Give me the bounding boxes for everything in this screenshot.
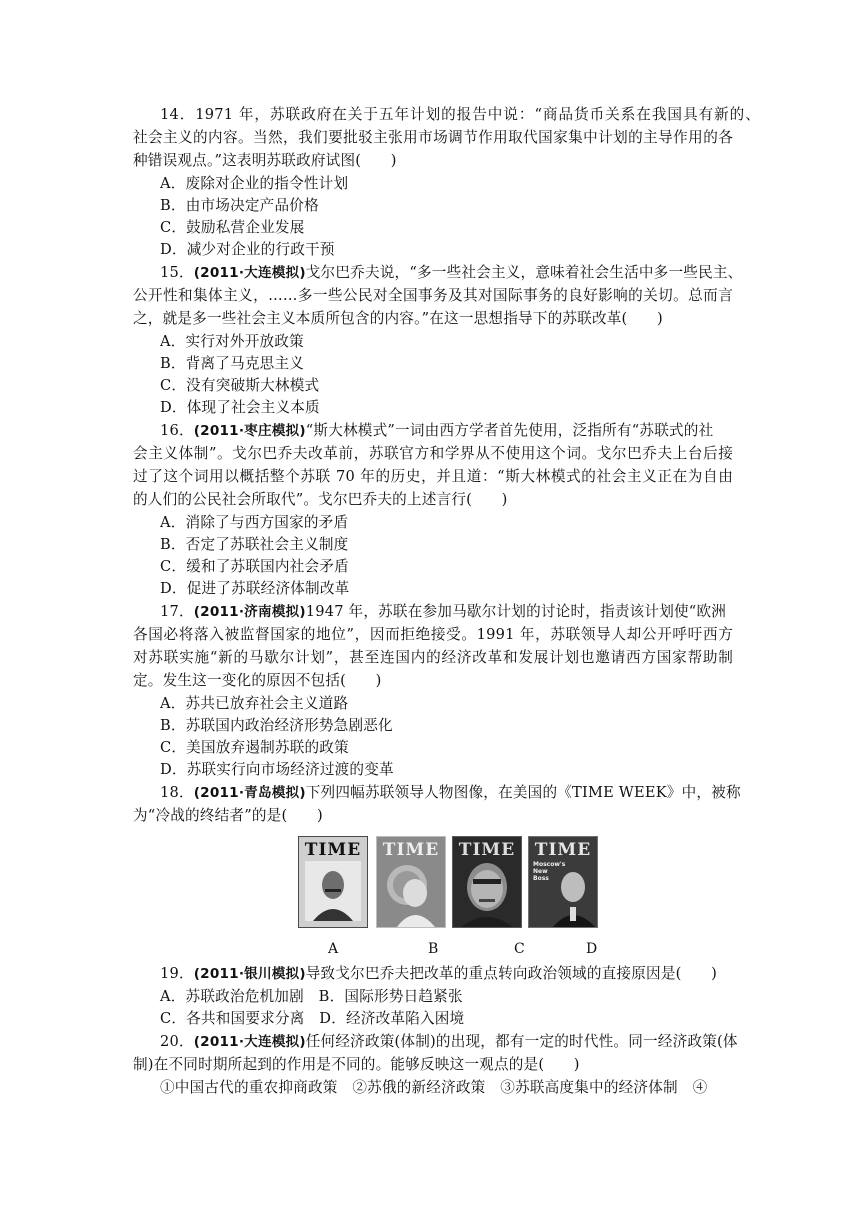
q15-line-2: 公开性和集体主义，……多一些公民对全国事务及其对国际事务的良好影响的关切。总而言 — [133, 287, 733, 304]
cover-masthead: TIME — [458, 840, 516, 860]
q14-option-a: A．废除对企业的指令性计划 — [160, 175, 349, 192]
q20-line-1 — [160, 1031, 760, 1053]
q16-line-4: 的人们的公民社会所取代”。戈尔巴乔夫的上述言行( ) — [133, 491, 508, 508]
question-source: (2011·青岛模拟) — [193, 785, 306, 801]
q18-line-2: 为“冷战的终结者”的是( ) — [133, 807, 323, 824]
image-label-b: B — [428, 941, 439, 957]
cover-masthead: TIME — [534, 840, 592, 860]
q17-option-b: B．苏联国内政治经济形势急剧恶化 — [160, 717, 393, 734]
q14-line-1: 14．1971 年，苏联政府在关于五年计划的报告中说：“商品货币关系在我国具有新的、 — [160, 106, 760, 123]
question-number: 15． — [160, 264, 194, 281]
q16-line-3: 过了这个词用以概括整个苏联 70 年的历史，并且道：“斯大林模式的社会主义正在为自由 — [133, 468, 733, 485]
q16-option-d: D．促进了苏联经济体制改革 — [160, 580, 350, 597]
q16-line-2: 会主义体制”。戈尔巴乔夫改革前，苏联官方和学界从不使用这个词。戈尔巴乔夫上台后接 — [133, 445, 733, 462]
cover-masthead: TIME — [382, 840, 440, 860]
q15-option-b: B．背离了马克思主义 — [160, 355, 305, 372]
q16-option-b: B．否定了苏联社会主义制度 — [160, 536, 349, 553]
question-text: 1947 年，苏联在参加马歇尔计划的讨论时，指责该计划使“欧洲 — [305, 603, 727, 620]
q14-line-2: 社会主义的内容。当然，我们要批驳主张用市场调节作用取代国家集中计划的主导作用的各 — [133, 129, 733, 146]
q15-option-c: C．没有突破斯大林模式 — [160, 377, 320, 394]
q19-line-1 — [160, 963, 760, 985]
q15-option-a: A．实行对外开放政策 — [160, 333, 304, 350]
q17-line-1 — [160, 601, 760, 623]
question-number: 16． — [160, 422, 194, 439]
q19-options-cd: C．各共和国要求分离 D．经济改革陷入困境 — [160, 1010, 465, 1027]
q15-line-1 — [160, 262, 760, 284]
q20-line-2: 制)在不同时期所起到的作用是不同的。能够反映这一观点的是( ) — [133, 1056, 580, 1073]
cover-masthead: TIME — [304, 840, 362, 860]
cover-headline-line: Boss — [533, 875, 549, 882]
image-label-c: C — [514, 941, 525, 957]
q20-line-3: ①中国古代的重农抑商政策 ②苏俄的新经济政策 ③苏联高度集中的经济体制 ④ — [160, 1079, 708, 1096]
question-source: (2011·银川模拟) — [193, 966, 306, 982]
time-cover-brezhnev — [452, 836, 522, 928]
question-source: (2011·济南模拟) — [193, 604, 306, 620]
question-number: 18． — [160, 784, 194, 801]
time-cover-gorbachev — [528, 836, 598, 928]
portrait-image — [529, 837, 597, 927]
q17-line-4: 定。发生这一变化的原因不包括( ) — [133, 672, 382, 689]
question-text: 导致戈尔巴乔夫把改革的重点转向政治领域的直接原因是( ) — [305, 965, 717, 982]
q17-option-c: C．美国放弃遏制苏联的政策 — [160, 739, 349, 756]
question-text: 戈尔巴乔夫说，“多一些社会主义，意味着社会生活中多一些民主、 — [305, 264, 743, 281]
cover-headline-line: Moscow's — [533, 861, 566, 868]
question-source: (2011·枣庄模拟) — [193, 423, 306, 439]
time-cover-khrushchev — [376, 836, 446, 928]
q17-option-d: D．苏联实行向市场经济过渡的变革 — [160, 761, 394, 778]
question-source: (2011·大连模拟) — [193, 1034, 306, 1050]
question-number: 20． — [160, 1033, 194, 1050]
q16-option-c: C．缓和了苏联国内社会矛盾 — [160, 558, 349, 575]
q17-line-2: 各国必将落入被监督国家的地位”，因而拒绝接受。1991 年，苏联领导人却公开呼吁西方 — [133, 626, 733, 643]
question-source: (2011·大连模拟) — [193, 265, 306, 281]
q17-option-a: A．苏共已放弃社会主义道路 — [160, 695, 349, 712]
portrait-image — [453, 837, 521, 927]
q18-line-1 — [160, 782, 760, 804]
portrait-image — [299, 837, 367, 927]
question-text: 下列四幅苏联领导人物图像，在美国的《TIME WEEK》中，被称 — [305, 784, 741, 801]
portrait-image — [377, 837, 445, 927]
question-text: 任何经济政策(体制)的出现，都有一定的时代性。同一经济政策(体 — [305, 1033, 738, 1050]
cover-headline-line: New — [533, 868, 548, 875]
q15-option-d: D．体现了社会主义本质 — [160, 399, 320, 416]
q19-options-ab: A．苏联政治危机加剧 B．国际形势日趋紧张 — [160, 988, 463, 1005]
q17-line-3: 对苏联实施“新的马歇尔计划”，甚至连国内的经济改革和发展计划也邀请西方国家帮助制 — [133, 649, 733, 666]
q14-option-b: B．由市场决定产品价格 — [160, 197, 319, 214]
q16-option-a: A．消除了与西方国家的矛盾 — [160, 514, 349, 531]
question-text: “斯大林模式”一词由西方学者首先使用，泛指所有“苏联式的社 — [305, 422, 714, 439]
q16-line-1 — [160, 420, 760, 442]
question-number: 19． — [160, 965, 194, 982]
image-label-a: A — [328, 941, 339, 957]
q15-line-3: 之，就是多一些社会主义本质所包含的内容。”在这一思想指导下的苏联改革( ) — [133, 310, 663, 327]
q14-option-c: C．鼓励私营企业发展 — [160, 219, 305, 236]
question-number: 17． — [160, 603, 194, 620]
q14-option-d: D．减少对企业的行政干预 — [160, 241, 335, 258]
image-label-d: D — [586, 941, 598, 957]
q14-line-3: 种错误观点。”这表明苏联政府试图( ) — [133, 152, 397, 169]
time-cover-stalin — [298, 836, 368, 928]
